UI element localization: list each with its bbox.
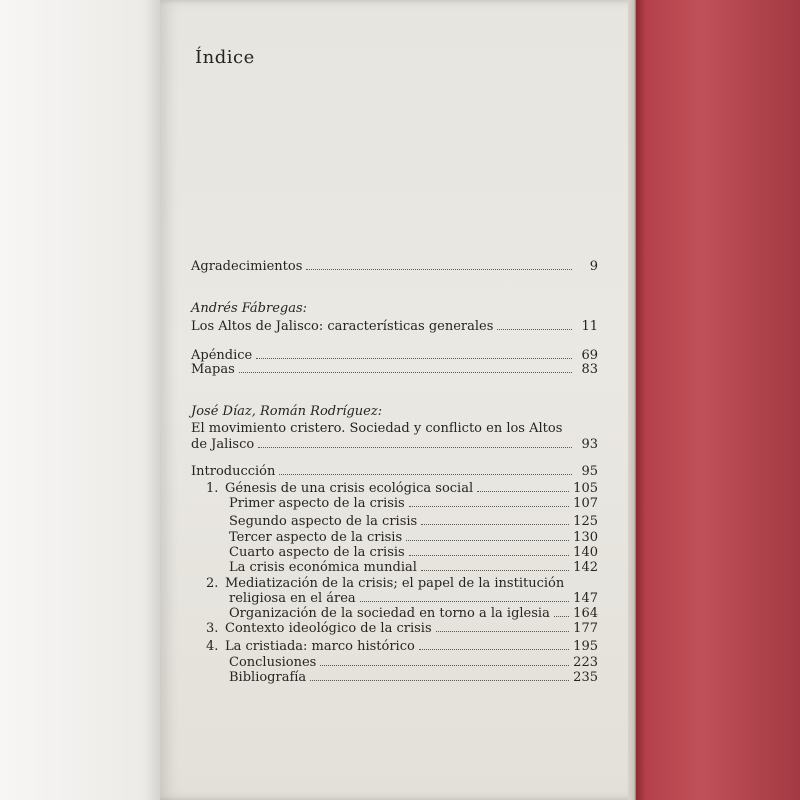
toc-page: 195	[573, 639, 598, 654]
page-title: Índice	[195, 47, 255, 68]
toc-page: 147	[573, 591, 598, 606]
dot-leader	[239, 362, 572, 373]
toc-entry-conclusiones	[229, 655, 598, 670]
toc-entry-movimiento	[191, 437, 598, 452]
toc-label: Agradecimientos	[191, 259, 303, 274]
toc-label: Segundo aspecto de la crisis	[229, 514, 418, 529]
toc-entry-chapter-4	[206, 639, 598, 654]
toc-label: Apéndice	[191, 348, 253, 363]
toc-label: Cuarto aspecto de la crisis	[229, 545, 405, 560]
dot-leader	[310, 670, 569, 681]
toc-page: 130	[573, 530, 598, 545]
toc-label: La crisis económica mundial	[229, 560, 417, 575]
toc-entry-mapas	[191, 362, 598, 377]
toc-entry-chapter-2	[229, 591, 598, 606]
toc-entry-movimiento-line1: El movimiento cristero. Sociedad y conflicto en los Altos	[191, 421, 563, 436]
dot-leader	[320, 655, 569, 666]
dot-leader	[497, 319, 572, 330]
dot-leader	[306, 259, 572, 270]
toc-entry-agradecimientos	[191, 259, 598, 274]
dot-leader	[360, 591, 569, 602]
toc-page: 164	[573, 606, 598, 621]
dot-leader	[421, 560, 569, 571]
dot-leader	[419, 639, 569, 650]
toc-entry-tercer-aspecto	[229, 530, 598, 545]
toc-label: La cristiada: marco histórico	[225, 639, 415, 654]
toc-page: 223	[573, 655, 598, 670]
toc-page: 93	[581, 437, 598, 452]
toc-entry-chapter-2-line1	[206, 576, 564, 591]
chapter-number: 2.	[206, 576, 219, 591]
toc-entry-introduccion	[191, 464, 598, 479]
toc-label: Contexto ideológico de la crisis	[225, 621, 432, 636]
toc-label: Mediatización de la crisis; el papel de la institución	[225, 576, 565, 591]
toc-entry-segundo-aspecto	[229, 514, 598, 529]
chapter-number: 1.	[206, 481, 219, 496]
toc-entry-chapter-3	[206, 621, 598, 636]
dot-leader	[258, 437, 572, 448]
toc-label: Primer aspecto de la crisis	[229, 496, 405, 511]
toc-label: religiosa en el área	[229, 591, 356, 606]
toc-entry-altos	[191, 319, 598, 334]
toc-entry-organizacion	[229, 606, 598, 621]
toc-page: 235	[573, 670, 598, 685]
toc-entry-chapter-1	[206, 481, 598, 496]
author-diaz-rodriguez: José Díaz, Román Rodríguez:	[191, 404, 383, 419]
toc-page: 177	[573, 621, 598, 636]
toc-label: Conclusiones	[229, 655, 317, 670]
toc-page: 69	[581, 348, 598, 363]
toc-page: 140	[573, 545, 598, 560]
dot-leader	[406, 530, 569, 541]
toc-label: Bibliografía	[229, 670, 307, 685]
toc-entry-apendice	[191, 348, 598, 363]
toc-page: 105	[573, 481, 598, 496]
dot-leader	[554, 606, 569, 617]
dot-leader	[421, 514, 569, 525]
toc-entry-bibliografia	[229, 670, 598, 685]
toc-page: 9	[589, 259, 598, 274]
toc-page: 95	[581, 464, 598, 479]
toc-page: 142	[573, 560, 598, 575]
chapter-number: 4.	[206, 639, 219, 654]
book-cover-right	[636, 0, 800, 800]
dot-leader	[256, 348, 572, 359]
author-fabregas: Andrés Fábregas:	[191, 301, 308, 316]
toc-entry-cuarto-aspecto	[229, 545, 598, 560]
toc-label: Organización de la sociedad en torno a la iglesia	[229, 606, 550, 621]
dot-leader	[436, 621, 570, 632]
chapter-number: 3.	[206, 621, 219, 636]
toc-label: Introducción	[191, 464, 276, 479]
dot-leader	[477, 481, 569, 492]
toc-label: Tercer aspecto de la crisis	[229, 530, 403, 545]
toc-entry-primer-aspecto	[229, 496, 598, 511]
toc-label: Mapas	[191, 362, 235, 377]
toc-page: 11	[581, 319, 598, 334]
toc-entry-crisis-mundial	[229, 560, 598, 575]
toc-label: de Jalisco	[191, 437, 255, 452]
toc-page: 83	[581, 362, 598, 377]
toc-page: 125	[573, 514, 598, 529]
toc-label: Los Altos de Jalisco: características generales	[191, 319, 494, 334]
book-cover-left	[0, 0, 160, 800]
toc-label: Génesis de una crisis ecológica social	[225, 481, 474, 496]
dot-leader	[409, 545, 569, 556]
toc-page: 107	[573, 496, 598, 511]
dot-leader	[409, 496, 569, 507]
dot-leader	[279, 464, 572, 475]
